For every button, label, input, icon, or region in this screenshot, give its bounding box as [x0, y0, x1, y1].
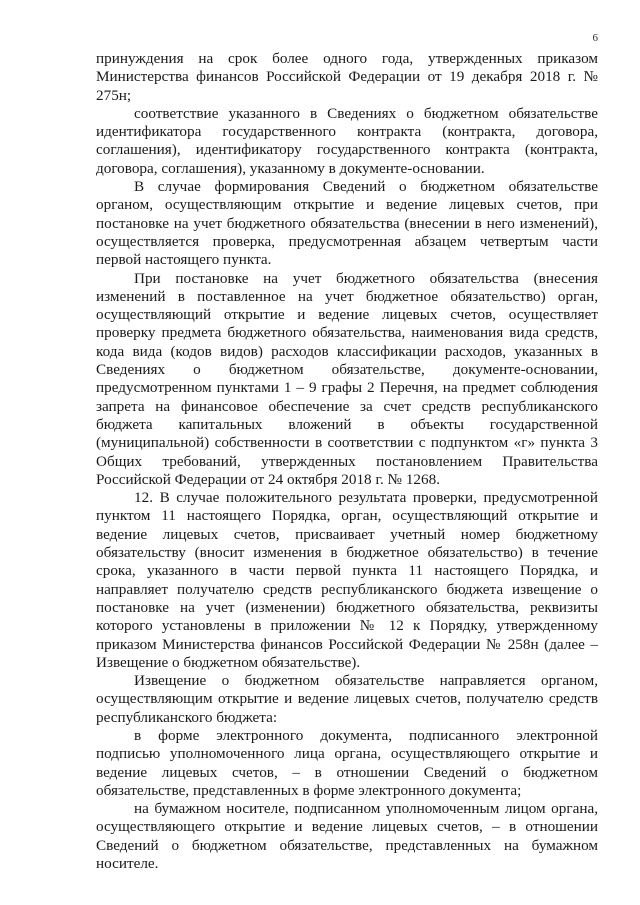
paragraph: При постановке на учет бюджетного обязательства (внесения изменений в поставленное на учет бюджетное обязательство) орган, осуществляющий открытие и ведение лицевых счетов, осуществляет проверку предмета бюджетного обязательства, наименования вида средств, кода вида (кодов видов) расходов классификации расходов, указанных в Сведениях о бюджетном обязательстве, документе-основании, предусмотренном пунктами 1 – 9 графы 2 Перечня, на предмет соблюдения запрета на финансовое обеспечение за счет средств республиканского бюджета капитальных вложений в объекты государственной (муниципальной) собственности в соответствии с подпунктом «г» пункта 3 Общих требований, утвержденных постановлением Правительства Российской Федерации от 24 октября 2018 г. № 1268.: [96, 269, 598, 488]
page-number: 6: [592, 32, 598, 44]
document-body: [96, 50, 598, 873]
paragraph: В случае формирования Сведений о бюджетном обязательстве органом, осуществляющим открытие и ведение лицевых счетов, при постановке на учет бюджетного обязательства (внесении в него изменений), осуществляется проверка, предусмотренная абзацем четвертым части первой настоящего пункта.: [96, 178, 598, 269]
paragraph: на бумажном носителе, подписанном уполномоченным лицом органа, осуществляющего открытие и ведение лицевых счетов, – в отношении Сведений о бюджетном обязательстве, представленных на бумажном носителе.: [96, 800, 598, 873]
paragraph: 12. В случае положительного результата проверки, предусмотренной пунктом 11 настоящего Порядка, орган, осуществляющий открытие и ведение лицевых счетов, присваивает учетный номер бюджетному обязательству (вносит изменения в бюджетное обязательство) в течение срока, указанного в части первой пункта 11 настоящего Порядка, и направляет получателю средств республиканского бюджета извещение о постановке на учет (изменении) бюджетного обязательства, реквизиты которого установлены в приложении № 12 к Порядку, утвержденному приказом Министерства финансов Российской Федерации № 258н (далее – Извещение о бюджетном обязательстве).: [96, 489, 598, 671]
paragraph: Извещение о бюджетном обязательстве направляется органом, осуществляющим открытие и ведение лицевых счетов, получателю средств республиканского бюджета:: [96, 672, 598, 726]
paragraph: в форме электронного документа, подписанного электронной подписью уполномоченного лица органа, осуществляющего открытие и ведение лицевых счетов, – в отношении Сведений о бюджетном обязательстве, представленных в форме электронного документа;: [96, 726, 598, 799]
paragraph: принуждения на срок более одного года, утвержденных приказом Министерства финансов Российской Федерации от 19 декабря 2018 г. № 275н;: [96, 50, 598, 104]
paragraph: соответствие указанного в Сведениях о бюджетном обязательстве идентификатора государственного контракта (контракта, договора, соглашения), идентификатору государственного контракта (контракта, договора, соглашения), указанному в документе-основании.: [96, 104, 598, 177]
